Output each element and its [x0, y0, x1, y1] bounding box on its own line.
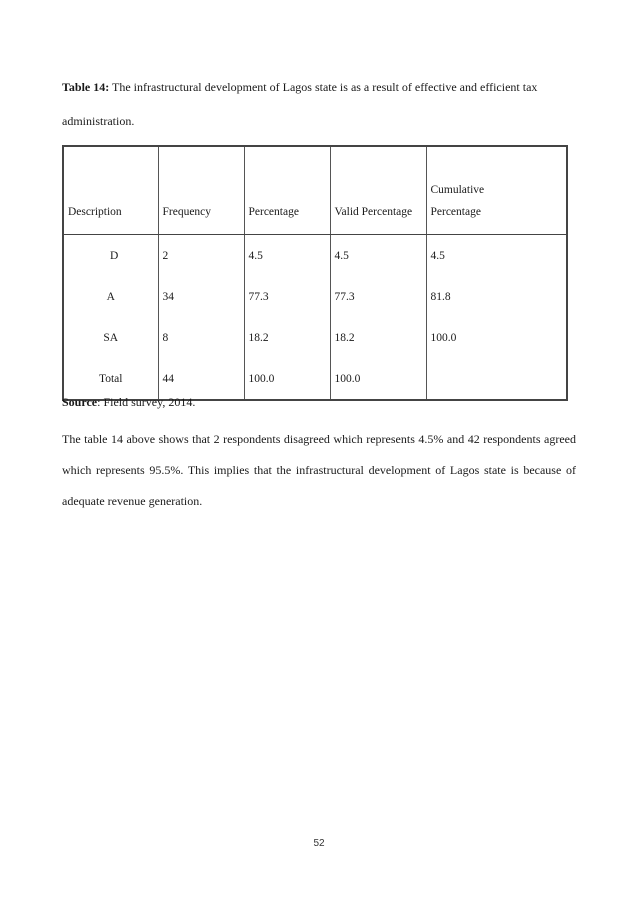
header-cumulative-line2: Percentage	[430, 206, 481, 218]
table-header-row	[63, 146, 567, 235]
table-row	[63, 235, 567, 277]
cell-valid-percentage: 77.3	[330, 276, 426, 317]
header-valid-percentage: Valid Percentage	[330, 146, 426, 235]
cell-percentage: 100.0	[244, 358, 330, 400]
cell-frequency: 44	[158, 358, 244, 400]
cell-description: A	[63, 276, 158, 317]
cell-valid-percentage: 18.2	[330, 317, 426, 358]
table-caption	[62, 70, 572, 138]
cell-cumulative: 81.8	[426, 276, 567, 317]
cell-percentage: 77.3	[244, 276, 330, 317]
cell-valid-percentage: 100.0	[330, 358, 426, 400]
header-percentage: Percentage	[244, 146, 330, 235]
source-label: Source	[62, 395, 98, 409]
table-caption-text: The infrastructural development of Lagos state is as a result of effective and efficient tax administration.	[62, 80, 538, 128]
table-row	[63, 317, 567, 358]
header-frequency: Frequency	[158, 146, 244, 235]
source-text: : Field survey, 2014.	[97, 395, 196, 409]
cell-cumulative: 100.0	[426, 317, 567, 358]
cell-frequency: 2	[158, 235, 244, 277]
header-description: Description	[63, 146, 158, 235]
cell-cumulative: 4.5	[426, 235, 567, 277]
cell-description: SA	[63, 317, 158, 358]
source-note	[62, 395, 195, 410]
page-number: 52	[313, 838, 325, 849]
cell-description: D	[63, 235, 158, 277]
table-row	[63, 358, 567, 400]
cell-description: Total	[63, 358, 158, 400]
body-paragraph: The table 14 above shows that 2 respondents disagreed which represents 4.5% and 42 respondents agreed which represents 95.5%. This implies that the infrastructural development of Lagos state is because of adequate revenue generation.	[62, 432, 576, 508]
table-row	[63, 276, 567, 317]
cell-cumulative	[426, 358, 567, 400]
cell-frequency: 8	[158, 317, 244, 358]
frequency-table	[62, 145, 568, 401]
header-cumulative-line1: Cumulative	[430, 184, 485, 196]
table-caption-label: Table 14:	[62, 80, 110, 94]
cell-percentage: 4.5	[244, 235, 330, 277]
cell-percentage: 18.2	[244, 317, 330, 358]
header-cumulative-percentage	[426, 146, 567, 235]
cell-frequency: 34	[158, 276, 244, 317]
cell-valid-percentage: 4.5	[330, 235, 426, 277]
